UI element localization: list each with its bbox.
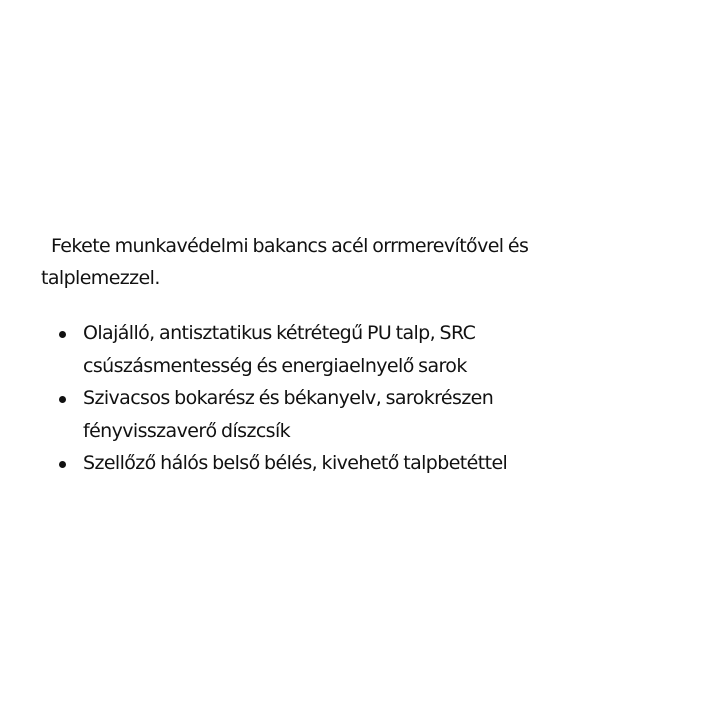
intro-paragraph	[41, 230, 641, 294]
feature-item	[83, 447, 583, 480]
intro-text: Fekete munkavédelmi bakancs acél orrmerevítővel és talplemezzel.	[41, 235, 529, 289]
bullet-icon	[59, 396, 66, 403]
bullet-icon	[59, 331, 66, 338]
feature-text: Olajálló, antisztatikus kétrétegű PU talp, SRC csúszásmentesség és energiaelnyelő sarok	[83, 322, 476, 377]
feature-list	[41, 317, 641, 480]
feature-text: Szivacsos bokarész és békanyelv, sarokrészen fényvisszaverő díszcsík	[83, 387, 494, 442]
feature-item	[83, 382, 583, 447]
feature-item	[83, 317, 583, 382]
feature-text: Szellőző hálós belső bélés, kivehető talpbetéttel	[83, 452, 508, 474]
bullet-icon	[59, 461, 66, 468]
product-description	[41, 230, 641, 480]
